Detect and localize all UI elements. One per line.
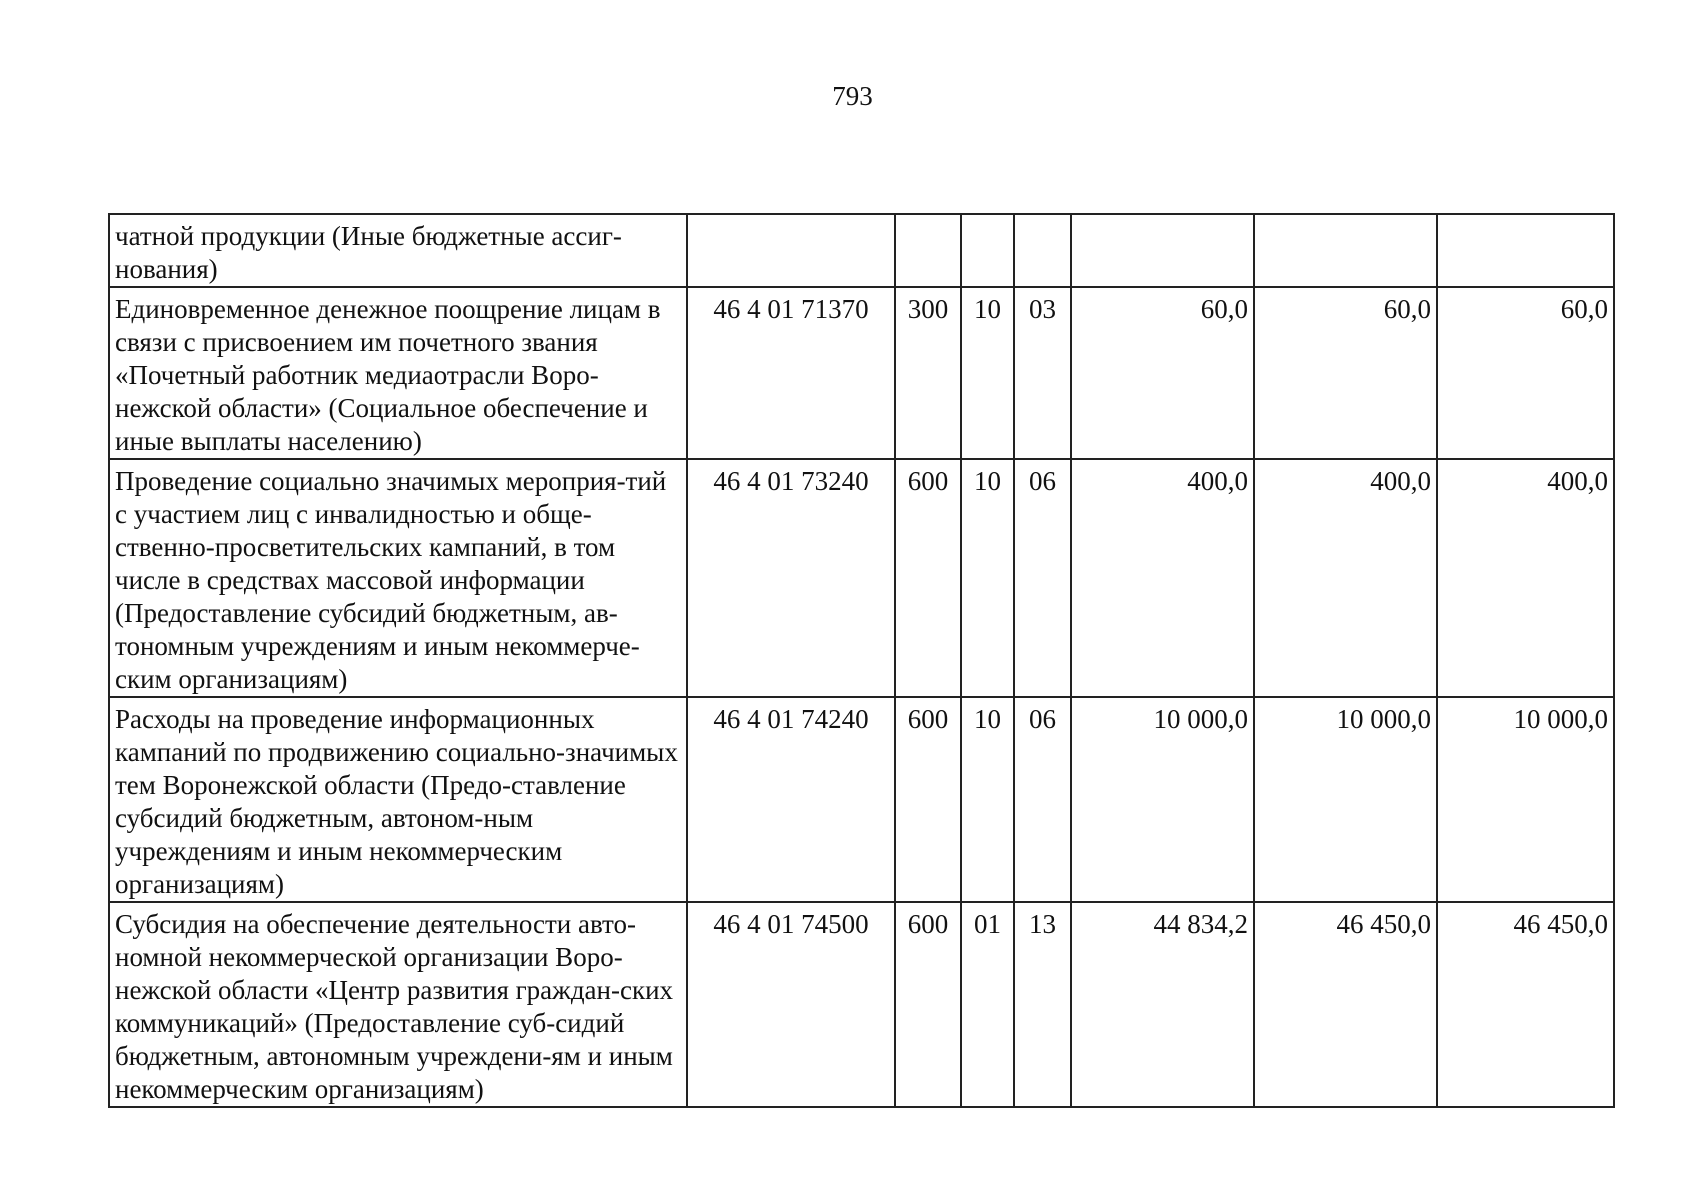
amount-1-cell: 400,0 [1071,459,1254,697]
target-article-cell: 46 4 01 71370 [687,287,895,459]
amount-3-cell: 400,0 [1437,459,1614,697]
amount-2-cell: 10 000,0 [1254,697,1437,902]
expense-type-cell: 600 [895,697,961,902]
section-cell: 10 [961,287,1014,459]
amount-2-cell: 46 450,0 [1254,902,1437,1107]
amount-1-cell [1071,214,1254,287]
description-cell: чатной продукции (Иные бюджетные ассиг-нования) [109,214,687,287]
subsection-cell: 03 [1014,287,1071,459]
description-cell: Проведение социально значимых мероприя-тий с участием лиц с инвалидностью и обще-ственно-просветительских кампаний, в том числе в средствах массовой информации (Предоставление субсидий бюджетным, ав-тономным учреждениям и иным некоммерче-ским организациям) [109,459,687,697]
amount-1-cell: 60,0 [1071,287,1254,459]
table-row [109,287,1614,459]
expense-type-cell: 300 [895,287,961,459]
amount-2-cell [1254,214,1437,287]
amount-1-cell: 10 000,0 [1071,697,1254,902]
target-article-cell: 46 4 01 74500 [687,902,895,1107]
section-cell: 10 [961,459,1014,697]
subsection-cell: 06 [1014,459,1071,697]
amount-3-cell [1437,214,1614,287]
expense-type-cell: 600 [895,902,961,1107]
expense-type-cell [895,214,961,287]
table-row [109,214,1614,287]
target-article-cell: 46 4 01 73240 [687,459,895,697]
budget-table [108,213,1615,1108]
amount-2-cell: 400,0 [1254,459,1437,697]
section-cell: 10 [961,697,1014,902]
amount-3-cell: 10 000,0 [1437,697,1614,902]
description-cell: Расходы на проведение информационных кампаний по продвижению социально-значимых тем Воронежской области (Предо-ставление субсидий бюджетным, автоном-ным учреждениям и иным некоммерческим организациям) [109,697,687,902]
amount-3-cell: 60,0 [1437,287,1614,459]
target-article-cell: 46 4 01 74240 [687,697,895,902]
section-cell: 01 [961,902,1014,1107]
amount-1-cell: 44 834,2 [1071,902,1254,1107]
table-row [109,459,1614,697]
subsection-cell [1014,214,1071,287]
target-article-cell [687,214,895,287]
section-cell [961,214,1014,287]
description-cell: Единовременное денежное поощрение лицам в связи с присвоением им почетного звания «Почетный работник медиаотрасли Воро-нежской области» (Социальное обеспечение и иные выплаты населению) [109,287,687,459]
subsection-cell: 13 [1014,902,1071,1107]
table-row [109,697,1614,902]
page-number: 793 [832,81,873,111]
amount-2-cell: 60,0 [1254,287,1437,459]
table-row [109,902,1614,1107]
description-cell: Субсидия на обеспечение деятельности авто-номной некоммерческой организации Воро-нежской области «Центр развития граждан-ских коммуникаций» (Предоставление суб-сидий бюджетным, автономным учреждени-ям и иным некоммерческим организациям) [109,902,687,1107]
expense-type-cell: 600 [895,459,961,697]
amount-3-cell: 46 450,0 [1437,902,1614,1107]
subsection-cell: 06 [1014,697,1071,902]
